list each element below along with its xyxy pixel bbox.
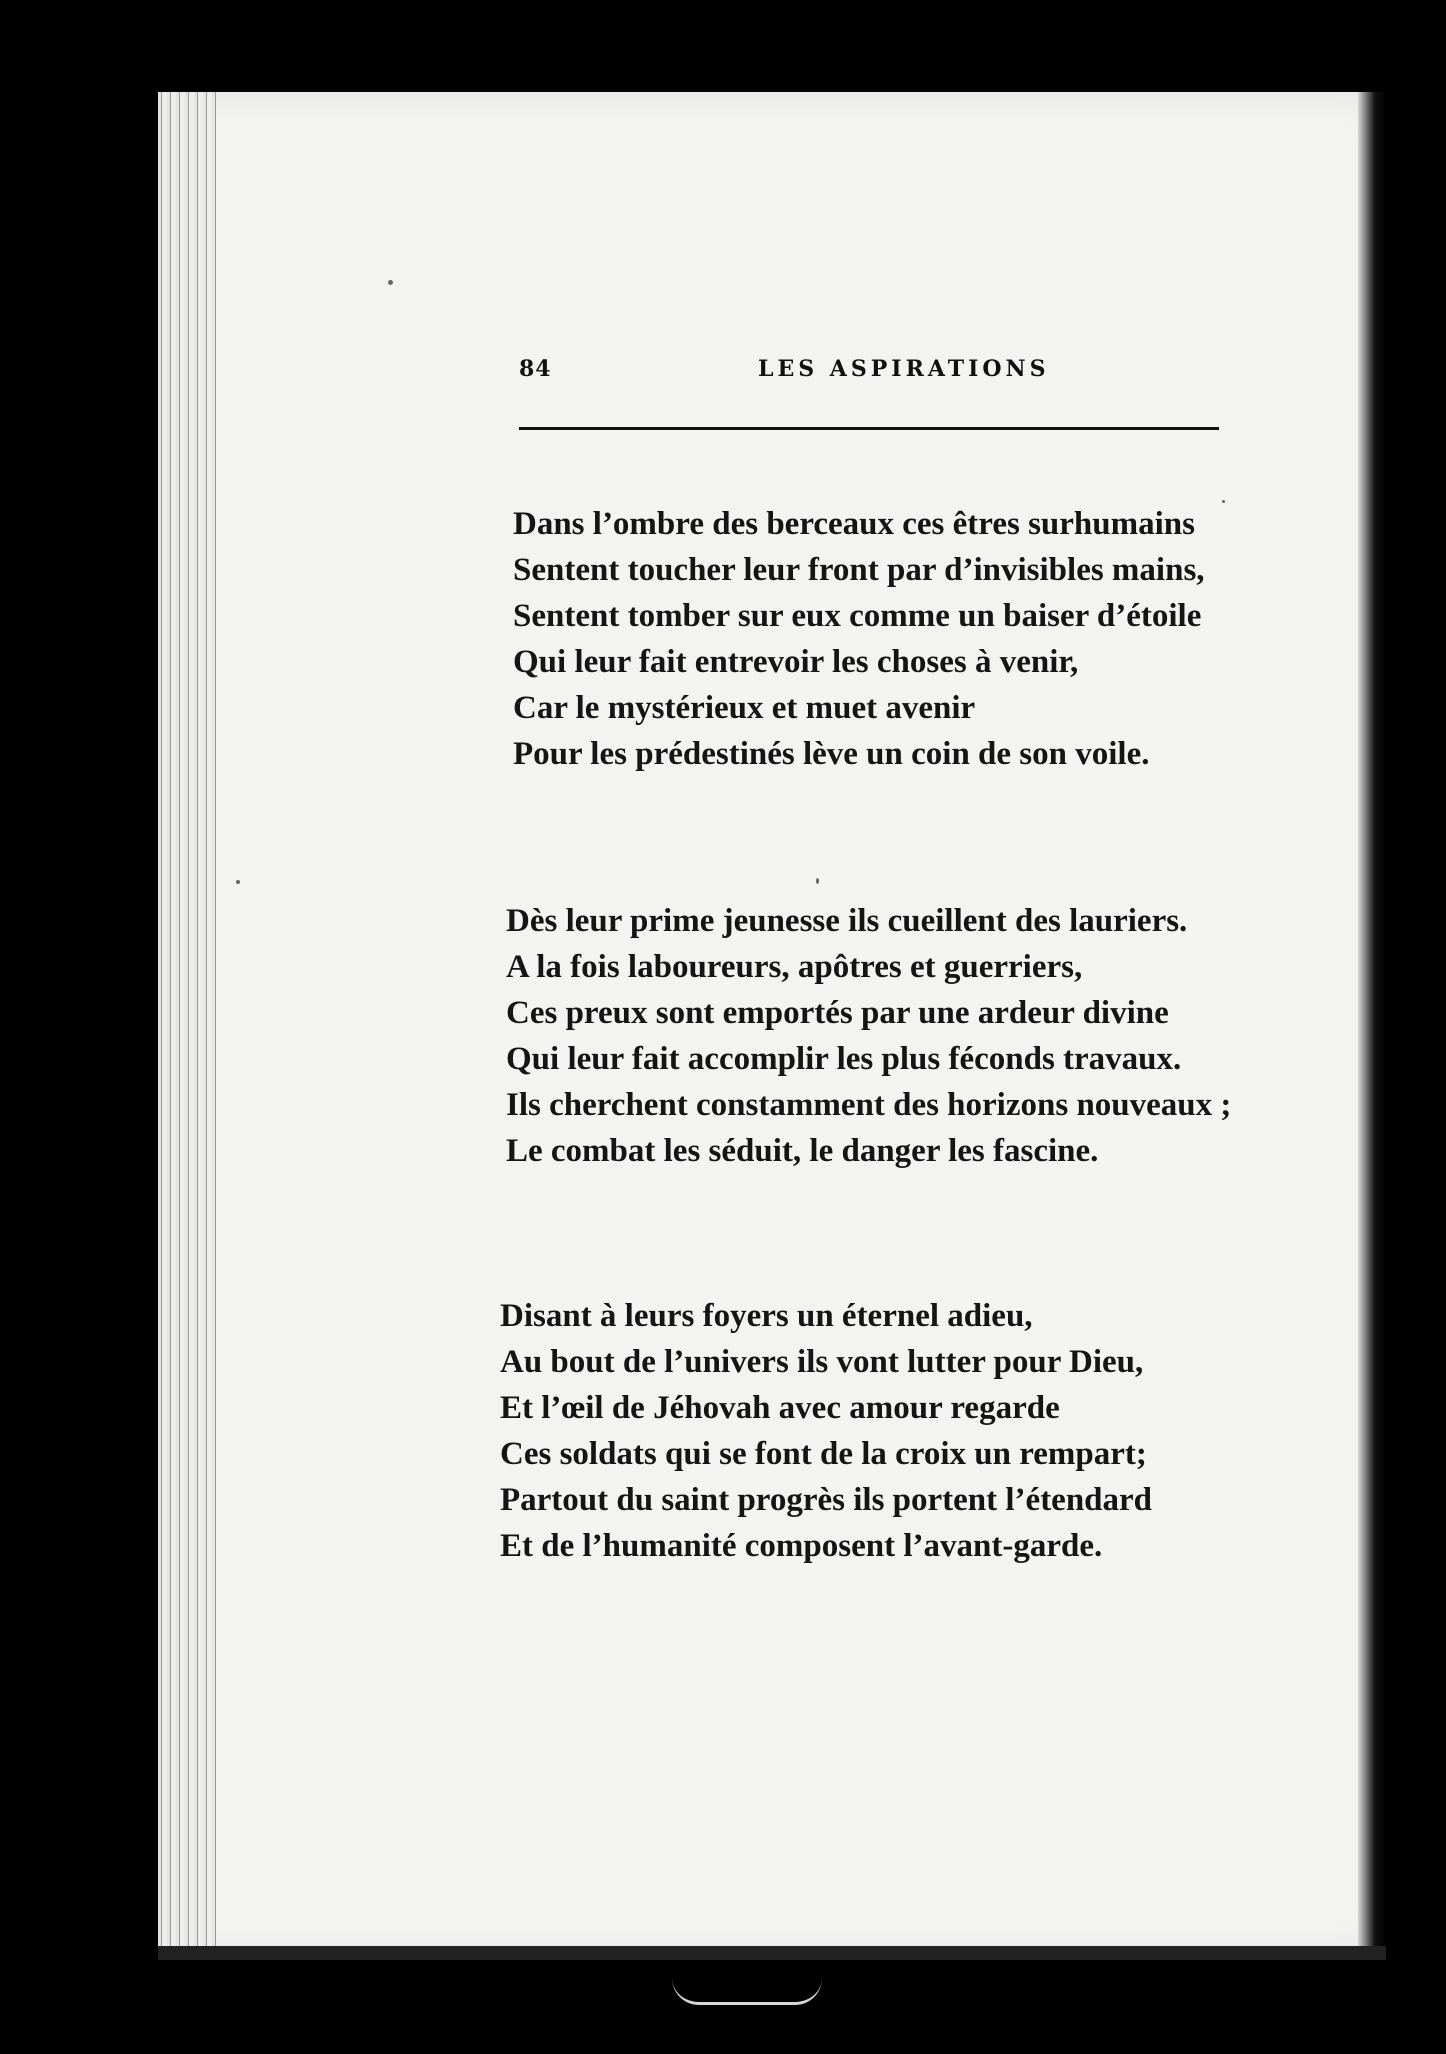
verse-line: A la fois laboureurs, apôtres et guerriers, [506, 949, 1083, 985]
page-right-edge [1358, 92, 1386, 1954]
verse-line: Ces preux sont emportés par une ardeur divine [506, 995, 1169, 1031]
verse-line: Dès leur prime jeunesse ils cueillent des lauriers. [506, 903, 1188, 939]
verse-line: Et l’œil de Jéhovah avec amour regarde [500, 1390, 1060, 1426]
page-number: 84 [519, 356, 552, 382]
paper-speck [388, 280, 393, 285]
paper-speck [236, 880, 240, 884]
verse-line: Qui leur fait accomplir les plus féconds travaux. [506, 1041, 1182, 1077]
stanza-2 [506, 898, 1266, 1174]
verse-line: Ces soldats qui se font de la croix un rempart; [500, 1436, 1147, 1472]
paper-speck [816, 878, 819, 884]
verse-line: Qui leur fait entrevoir les choses à venir, [513, 644, 1079, 680]
verse-line: Au bout de l’univers ils vont lutter pour Dieu, [500, 1344, 1144, 1380]
stanza-3 [500, 1293, 1260, 1569]
verse-line: Pour les prédestinés lève un coin de son voile. [513, 736, 1150, 772]
verse-line: Dans l’ombre des berceaux ces êtres surhumains [513, 506, 1195, 542]
verse-line: Sentent toucher leur front par d’invisibles mains, [513, 552, 1205, 588]
verse-line: Le combat les séduit, le danger les fascine. [506, 1133, 1099, 1169]
verse-line: Et de l’humanité composent l’avant-garde. [500, 1528, 1103, 1564]
verse-line: Ils cherchent constamment des horizons nouveaux ; [506, 1087, 1232, 1123]
verse-line: Disant à leurs foyers un éternel adieu, [500, 1298, 1033, 1334]
stanza-1 [513, 501, 1273, 777]
paper-speck [1222, 500, 1225, 503]
verse-line: Sentent tomber sur eux comme un baiser d’étoile [513, 598, 1202, 634]
verse-line: Partout du saint progrès ils portent l’étendard [500, 1482, 1153, 1518]
verse-line: Car le mystérieux et muet avenir [513, 690, 976, 726]
page-bottom-edge [158, 1946, 1386, 1960]
book-binding-edge [158, 92, 216, 1954]
header-rule [519, 427, 1219, 430]
running-title: LES ASPIRATIONS [758, 356, 1050, 382]
margin-pencil-mark [672, 1978, 822, 2005]
